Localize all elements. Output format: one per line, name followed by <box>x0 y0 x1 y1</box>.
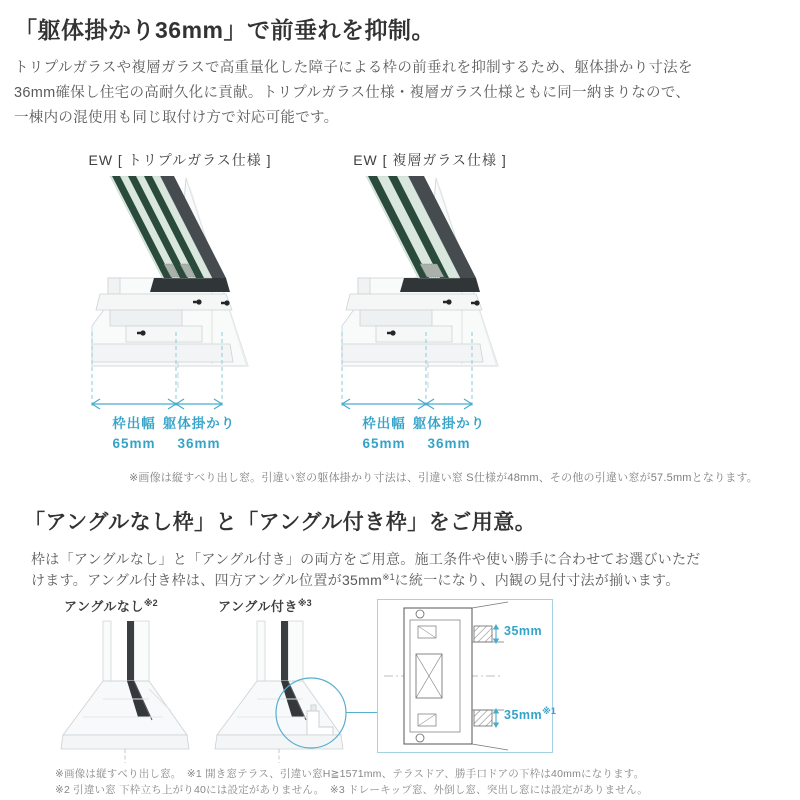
dimension-arrow-bottom <box>493 708 499 728</box>
dim1-label: 枠出幅 <box>362 416 406 431</box>
section2-body-line2 <box>31 570 771 593</box>
angle-detail-cad-drawing <box>378 600 552 752</box>
sill-cross-section-triple-diagram <box>80 176 280 458</box>
figure-with-angle-label-sup: ※3 <box>297 598 312 608</box>
figure-no-angle-label-sup: ※2 <box>143 598 158 608</box>
section1-footnote: ※画像は縦すべり出し窓。引違い窓の躯体掛かり寸法は、引違い窓 S仕様が48mm、その他の引違い窓が57.5mmとなります。 <box>128 472 758 484</box>
section2-heading: 「アングルなし枠」と「アングル付き枠」をご用意。 <box>24 511 537 534</box>
page-footnotes <box>55 767 648 798</box>
figure-double-glass <box>310 150 550 458</box>
dim1-label: 枠出幅 <box>112 416 156 431</box>
section1-heading: 「躯体掛かり36mm」で前垂れを抑制。 <box>14 17 435 43</box>
footnote-line2: ※2 引違い窓 下枠立ち上がり40には設定がありません。 ※3 ドレーキップ窓、外倒し窓、突出し窓には設定がありません。 <box>55 783 649 796</box>
no-angle-frame-diagram <box>53 619 203 764</box>
callout-connector-line <box>346 712 377 713</box>
figure-double-glass-label: EW [ 複層ガラス仕様 ] <box>353 152 507 168</box>
dimension-arrow-top <box>493 624 499 644</box>
section2-body-line2-pre: けます。アングル付き枠は、四方アングル位置が35mm <box>31 572 383 588</box>
footnote-line1: ※画像は縦すべり出し窓。 ※1 開き窓テラス、引違い窓H≧1571mm、テラスドア、勝手口ドアの下枠は40mmになります。 <box>55 768 645 780</box>
section2-body <box>31 549 771 593</box>
sill-cross-section-double-diagram <box>330 176 530 458</box>
panel-dim-bottom-value: 35mm <box>504 708 543 722</box>
figure-no-angle-label <box>50 596 205 615</box>
with-angle-frame-diagram <box>207 619 357 764</box>
section1-body <box>14 56 774 131</box>
section2-body-line2-post: に統一になり、内観の見付寸法が揃います。 <box>394 572 680 588</box>
figure-triple-glass-label: EW [ トリプルガラス仕様 ] <box>88 152 272 168</box>
panel-dim-top: 35mm <box>504 624 543 638</box>
section2-body-line2-sup: ※1 <box>382 572 395 582</box>
section1-body-line3: 一棟内の混使用も同じ取付け方で対応可能です。 <box>14 110 339 126</box>
section1-body-line2: 36mm確保し住宅の高耐久化に貢献。トリプルガラス仕様・複層ガラス仕様ともに同一納まりなので、 <box>14 85 691 101</box>
figure-with-angle <box>204 596 359 764</box>
dim2-value: 36mm <box>427 436 471 451</box>
panel-dim-bottom <box>504 708 556 722</box>
figure-no-angle-label-text: アングルなし <box>64 599 144 614</box>
figure-with-angle-label <box>204 596 359 615</box>
section2-body-line1: 枠は「アングルなし」と「アングル付き」の両方をご用意。施工条件や使い勝手に合わせてお選びいただ <box>31 551 701 567</box>
section1-body-line1: トリプルガラスや複層ガラスで高重量化した障子による枠の前垂れを抑制するため、躯体掛かり寸法を <box>14 60 693 76</box>
dim1-value: 65mm <box>112 436 156 451</box>
angle-detail-panel <box>377 599 556 753</box>
dim2-label: 躯体掛かり <box>162 416 236 431</box>
dim2-label: 躯体掛かり <box>412 416 486 431</box>
figure-no-angle <box>50 596 205 764</box>
dim1-value: 65mm <box>362 436 406 451</box>
dim2-value: 36mm <box>177 436 221 451</box>
figure-with-angle-label-text: アングル付き <box>218 599 298 614</box>
panel-dim-bottom-sup: ※1 <box>542 706 556 716</box>
figure-triple-glass <box>60 150 300 458</box>
